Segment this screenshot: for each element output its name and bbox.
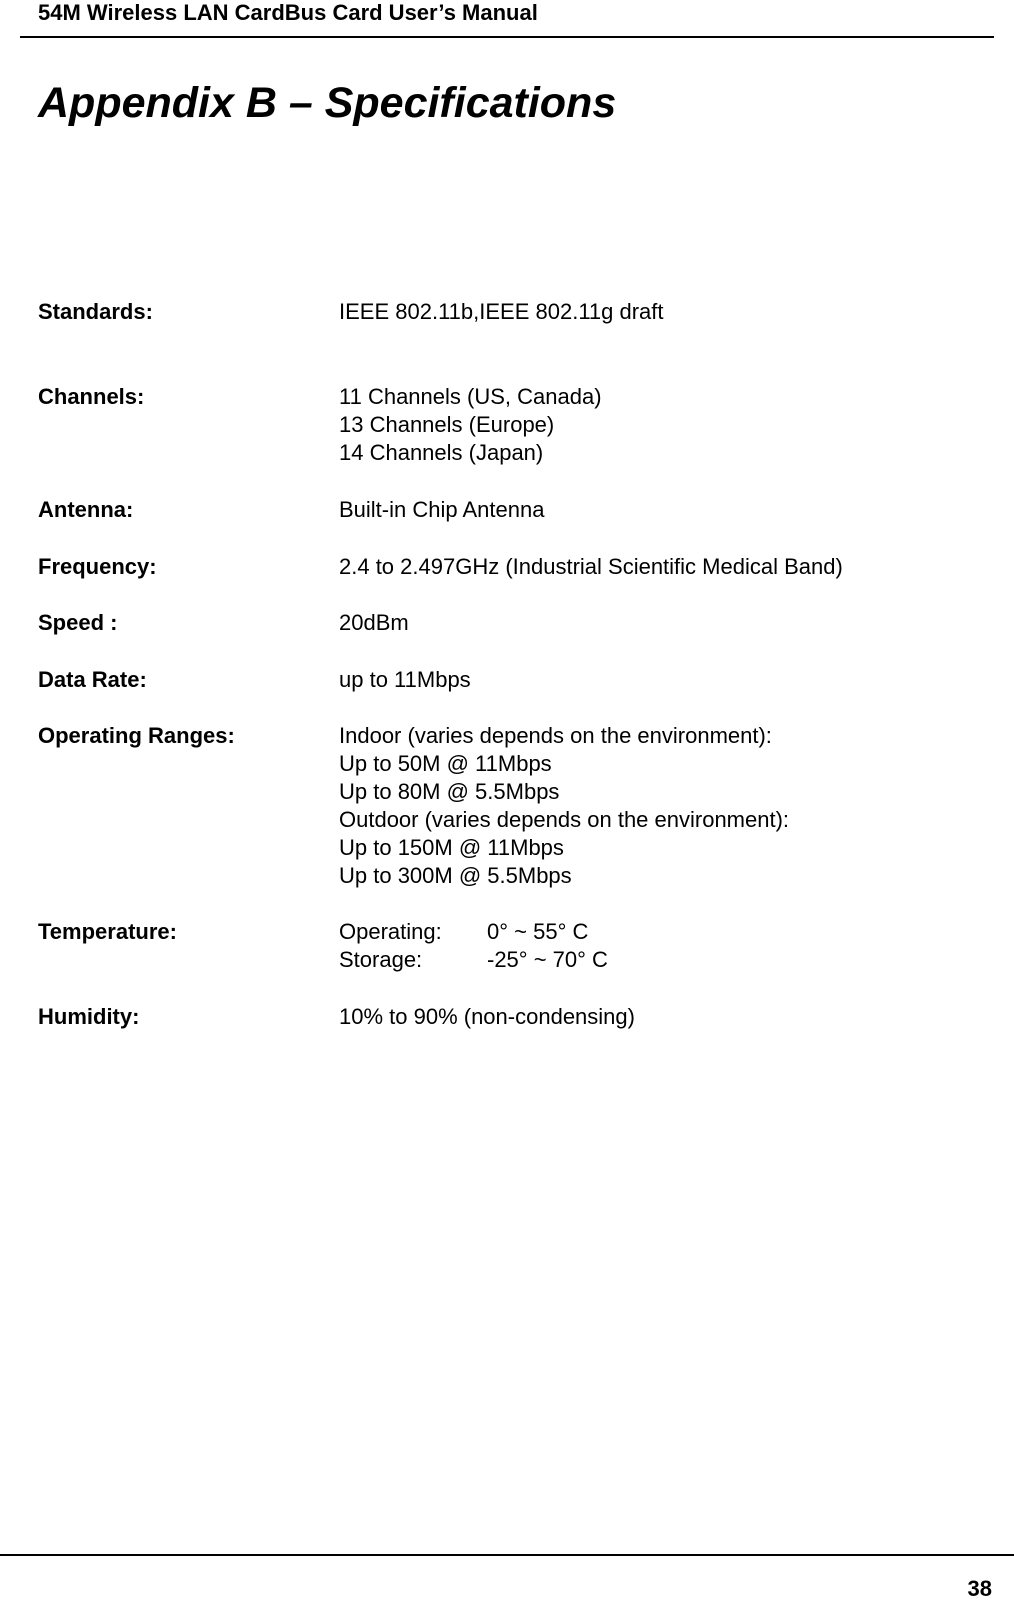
spec-value-line: up to 11Mbps xyxy=(339,667,471,692)
spec-label-standards: Standards: xyxy=(38,299,153,324)
page-title: Appendix B – Specifications xyxy=(38,79,617,127)
spec-values-operating-ranges xyxy=(339,722,789,890)
spec-label-operating-ranges: Operating Ranges: xyxy=(38,723,235,748)
spec-value-line: Built-in Chip Antenna xyxy=(339,497,545,522)
spec-value-line: 10% to 90% (non-condensing) xyxy=(339,1004,635,1029)
spec-value-line: Up to 80M @ 5.5Mbps xyxy=(339,779,560,804)
spec-values-antenna xyxy=(339,496,544,524)
temperature-storage-value: -25° ~ 70° C xyxy=(487,947,608,972)
spec-value-line: Outdoor (varies depends on the environment): xyxy=(339,807,790,832)
spec-label-speed: Speed : xyxy=(38,610,118,635)
spec-values-frequency xyxy=(339,553,843,581)
spec-label-frequency: Frequency: xyxy=(38,554,157,579)
spec-values-humidity xyxy=(339,1003,635,1031)
spec-label-channels: Channels: xyxy=(38,384,145,409)
temperature-storage-key: Storage: xyxy=(339,947,423,972)
running-header-title: 54M Wireless LAN CardBus Card User’s Manual xyxy=(38,0,538,25)
spec-values-temperature xyxy=(339,918,608,974)
spec-value-line: IEEE 802.11b,IEEE 802.11g draft xyxy=(339,299,664,324)
header-divider xyxy=(20,36,994,38)
footer-divider xyxy=(0,1554,1014,1556)
spec-values-speed xyxy=(339,609,409,637)
spec-values-data-rate xyxy=(339,666,471,694)
spec-value-line: Up to 50M @ 11Mbps xyxy=(339,751,552,776)
spec-value-line: 14 Channels (Japan) xyxy=(339,440,544,465)
spec-value-line: 2.4 to 2.497GHz (Industrial Scientific Medical Band) xyxy=(339,554,843,579)
spec-label-data-rate: Data Rate: xyxy=(38,667,147,692)
spec-label-antenna: Antenna: xyxy=(38,497,134,522)
spec-values-standards xyxy=(339,298,664,326)
spec-value-line: 13 Channels (Europe) xyxy=(339,412,555,437)
temperature-operating-line xyxy=(339,918,608,946)
spec-values-channels xyxy=(339,383,602,467)
spec-value-line: Indoor (varies depends on the environment): xyxy=(339,723,772,748)
spec-value-line: 11 Channels (US, Canada) xyxy=(339,384,602,409)
spec-value-line: 20dBm xyxy=(339,610,409,635)
spec-label-temperature: Temperature: xyxy=(38,919,177,944)
temperature-operating-key: Operating: xyxy=(339,919,442,944)
temperature-operating-value: 0° ~ 55° C xyxy=(487,919,589,944)
spec-value-line: Up to 150M @ 11Mbps xyxy=(339,835,564,860)
spec-label-humidity: Humidity: xyxy=(38,1004,140,1029)
temperature-storage-line xyxy=(339,946,608,974)
spec-value-line: Up to 300M @ 5.5Mbps xyxy=(339,863,572,888)
page-number: 38 xyxy=(967,1576,992,1601)
